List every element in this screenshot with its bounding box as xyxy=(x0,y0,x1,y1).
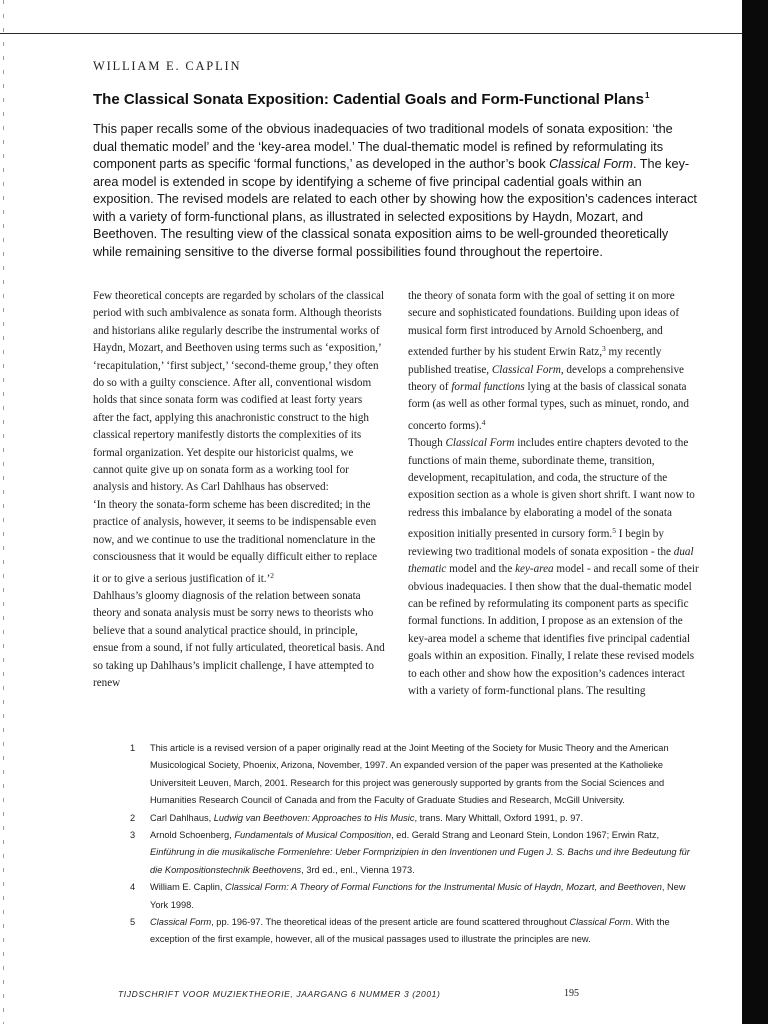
text-run: , develops a comprehensive theory of xyxy=(408,363,684,394)
footnote xyxy=(130,740,702,810)
italic-text: formal functions xyxy=(451,381,525,394)
italic-text: Classical Form xyxy=(569,917,631,928)
footnote xyxy=(130,914,702,949)
text-run: Few theoretical concepts are regarded by scholars of the classical period with such ambivalence as sonata form. Although theorists and historians alike regularly describe the instrumental works of Haydn, Mozart, and Beethoven using terms such as ‘exposition,’ ‘recapitulation,’ ‘first subject,’ ‘second-theme group,’ they often do so with a guilty conscience. After all, conventional wisdom holds that since sonata form was codified at least forty years after the fact, applying this anachronistic construct to the high classical repertory manifestly distorts the complexities of its formal organization. Yet despite our historicist qualms, we cannot quite give up on sonata form as a working tool for analysis and history. As Carl Dahlhaus has observed: xyxy=(93,290,385,494)
left-column xyxy=(93,288,385,692)
text-run: Arnold Schoenberg, xyxy=(150,830,235,841)
text-run: model - and recall some of their obvious inadequacies. I then show that the dual-thematic model can be refined by reformulating its component parts as specific formal functions. In addition, I propose as an extension of the key-area model a scheme that identifies five principal cadential goals within an exposition. Finally, I relate these revised models to each other and show how the exposition’s cadences interact with a variety of form-functional plans. The resulting xyxy=(408,563,699,697)
author-name: WILLIAM E. CAPLIN xyxy=(93,59,242,73)
text-run: , New York 1998. xyxy=(150,882,686,910)
article-title xyxy=(93,86,713,110)
italic-text: Classical Form xyxy=(445,437,515,450)
footnote-ref: 4 xyxy=(481,417,486,427)
paragraph xyxy=(408,288,700,435)
footnote xyxy=(130,879,702,914)
paragraph xyxy=(408,435,700,700)
text-run: , trans. Mary Whittall, Oxford 1991, p. 97. xyxy=(414,812,584,823)
footnote-number: 4 xyxy=(130,882,136,893)
block-quote xyxy=(93,497,385,588)
italic-text: dual thematic xyxy=(408,545,694,576)
text-run: lying at the basis of classical sonata form (as well as other formal types, such as minuet, rondo, and concerto forms). xyxy=(408,381,689,432)
footnote-ref: 3 xyxy=(601,344,606,354)
italic-text: key-area xyxy=(515,563,554,576)
footnote xyxy=(130,810,702,827)
text-run: I begin by reviewing two traditional models of sonata exposition - the xyxy=(408,528,674,558)
text-run: . The key-area model is extended in scope by identifying a scheme of five principal cadential goals within an exposition. The revised models are related to each other by showing how the exposition’s cadences interact with a variety of form-functional plans, as illustrated in selected expositions by Haydn, Mozart, and Beethoven. The resulting view of the classical sonata exposition aims to be well-grounded theoretically while remaining sensitive to the diverse formal possibilities found throughout the repertoire. xyxy=(93,157,697,259)
footnote xyxy=(130,827,702,879)
text-run: model and the xyxy=(446,563,516,576)
italic-text: Classical Form xyxy=(549,157,633,171)
article-title-text: The Classical Sonata Exposition: Cadential Goals and Form-Functional Plans xyxy=(93,91,644,108)
scan-edge-shadow xyxy=(742,0,768,1024)
footnote-number: 1 xyxy=(130,743,136,753)
text-run: This article is a revised version of a paper originally read at the Joint Meeting of the Society for Music Theory and the American Musicological Society, Phoenix, Arizona, November, 1997. An expanded version of the paper was presented at the Katholieke Universiteit Leuven, March, 2001. Research for this project was generously supported by grants from the Social Sciences and Humanities Research Council of Canada and from the Faculty of Graduate Studies and Research, McGill University. xyxy=(150,743,669,806)
footnote-number: 3 xyxy=(130,830,136,841)
text-run: William E. Caplin, xyxy=(150,882,226,893)
italic-text: Einführung in die musikalische Formenlehre: Ueber Formprizipien in den Inventionen und Fugen J. S. Bachs und ihre Bedeutung für die Kompositionstechnik Beethovens xyxy=(150,847,690,875)
text-run: Though xyxy=(408,437,446,450)
paragraph xyxy=(93,588,385,692)
footnote-text xyxy=(150,882,686,909)
italic-text: Classical Form: A Theory of Formal Functions for the Instrumental Music of Haydn, Mozart, and Beethoven xyxy=(225,882,662,893)
journal-footer: TIJDSCHRIFT VOOR MUZIEKTHEORIE, JAARGANG 6 NUMMER 3 (2001) xyxy=(118,989,441,999)
text-run: Dahlhaus’s gloomy diagnosis of the relation between sonata theory and sonata analysis must be sorry news to theorists who believe that a sound analytical practice should, in principle, ensue from a sound, if not fully articulated, theoretical basis. And so taking up Dahlhaus’s implicit challenge, I have attempted to renew xyxy=(93,589,385,689)
text-run: , pp. 196-97. The theoretical ideas of the present article are found scattered throughout xyxy=(211,917,570,928)
text-run: my recently published treatise, xyxy=(408,346,662,376)
page-number: 195 xyxy=(564,988,579,999)
footnote-text xyxy=(150,743,669,805)
footnote-ref: 2 xyxy=(270,570,275,580)
right-column xyxy=(408,288,700,700)
text-run: , ed. Gerald Strang and Leonard Stein, London 1967; Erwin Ratz, xyxy=(391,830,660,841)
footnote-ref: 5 xyxy=(612,526,616,536)
text-run: Carl Dahlhaus, xyxy=(150,812,214,823)
top-rule xyxy=(0,33,742,34)
footnotes xyxy=(130,740,702,949)
scan-margin-marks xyxy=(3,0,4,1024)
text-run: This paper recalls some of the obvious inadequacies of two traditional models of sonata exposition: ‘the dual thematic model’ and the ‘key-area model.’ The dual-thematic model is refined by reformulating its component parts as specific ‘formal functions,’ as developed in the author’s book xyxy=(93,122,673,171)
text-run: ‘In theory the sonata-form scheme has been discredited; in the practice of analysis, however, it seems to be indispensable even now, and we continue to use the traditional nomenclature in the consciousness that it would be equally difficult either to replace it or to give a serious justification of it.’ xyxy=(93,498,378,585)
text-run: the theory of sonata form with the goal of setting it on more secure and sophisticated foundations. Building upon ideas of musical form first introduced by Arnold Schoenberg, and extended further by his student Erwin Ratz, xyxy=(408,290,680,359)
abstract xyxy=(93,121,699,261)
footnote-text xyxy=(150,917,670,944)
italic-text: Fundamentals of Musical Composition xyxy=(234,830,392,841)
paragraph xyxy=(93,288,385,497)
footnote-text xyxy=(150,813,583,823)
italic-text: Ludwig van Beethoven: Approaches to His Music xyxy=(213,812,415,823)
text-run: . With the exception of the first example, however, all of the musical passages used to illustrate the principles are new. xyxy=(150,917,670,945)
footnote-number: 2 xyxy=(130,812,136,823)
footnote-text xyxy=(150,830,690,875)
text-run: includes entire chapters devoted to the functions of main theme, subordinate theme, transition, development, recapitulation, and coda, the structure of the exposition section as a whole is given short shrift. I want now to redress this imbalance by elaborating a model of the sonata exposition initially presented in cursory form. xyxy=(408,437,695,541)
italic-text: Classical Form xyxy=(491,363,561,376)
italic-text: Classical Form xyxy=(150,917,212,928)
footnote-number: 5 xyxy=(130,917,136,928)
text-run: , 3rd ed., enl., Vienna 1973. xyxy=(301,864,415,875)
title-footnote-marker: 1 xyxy=(644,91,650,100)
